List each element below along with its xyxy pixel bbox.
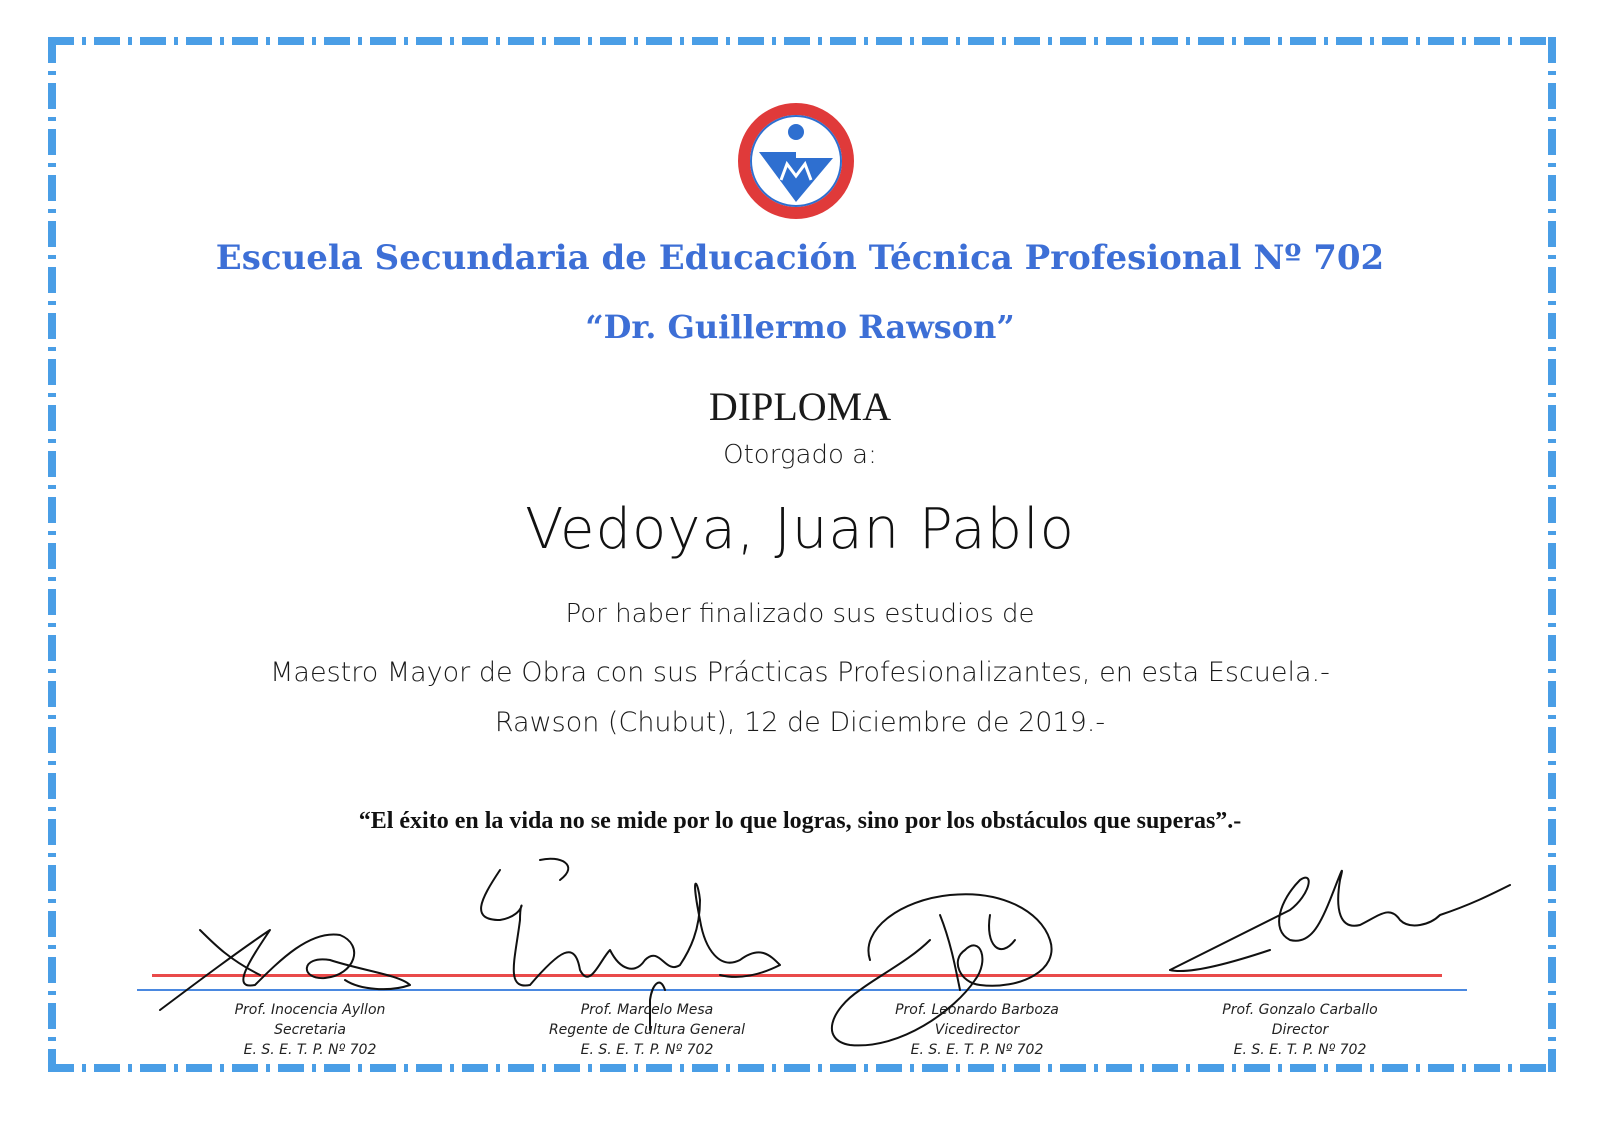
border-top	[48, 37, 1556, 45]
recipient-name: Vedoya, Juan Pablo	[525, 497, 1075, 562]
signatory-block-1	[180, 1000, 440, 1060]
signatory-institution: E. S. E. T. P. Nº 702	[910, 1042, 1044, 1058]
motto-quote: “El éxito en la vida no se mide por lo que logras, sino por los obstáculos que superas”.-	[358, 808, 1242, 834]
signatory-block-4	[1170, 1000, 1430, 1060]
school-name: Escuela Secundaria de Educación Técnica Profesional Nº 702	[215, 238, 1385, 278]
program-text: Maestro Mayor de Obra con sus Prácticas Profesionalizantes, en esta Escuela.-	[270, 657, 1330, 688]
signatory-institution: E. S. E. T. P. Nº 702	[243, 1042, 377, 1058]
signatory-role: Secretaria	[274, 1022, 346, 1038]
signature-rule-blue	[137, 989, 1467, 991]
place-date: Rawson (Chubut), 12 de Diciembre de 2019.-	[494, 707, 1106, 738]
signature-ayllon	[160, 930, 410, 1010]
border-bottom	[48, 1064, 1556, 1072]
signatory-role: Regente de Cultura General	[548, 1022, 746, 1038]
school-patron: “Dr. Guillermo Rawson”	[585, 308, 1015, 346]
awarded-to-label: Otorgado a:	[723, 440, 877, 470]
signature-rule-red	[152, 974, 1442, 977]
border-left	[48, 37, 56, 1072]
signatory-name: Prof. Inocencia Ayllon	[234, 1002, 386, 1018]
signatory-role: Director	[1271, 1022, 1329, 1038]
signatory-block-3	[847, 1000, 1107, 1060]
reason-text: Por haber finalizado sus estudios de	[565, 599, 1035, 629]
border-right	[1548, 37, 1556, 1072]
signature-mesa	[481, 870, 780, 986]
signatory-name: Prof. Gonzalo Carballo	[1222, 1002, 1378, 1018]
document-title: DIPLOMA	[708, 384, 892, 429]
signatory-name: Prof. Marcelo Mesa	[580, 1002, 714, 1018]
signature-carballo	[1170, 871, 1510, 970]
signatory-role: Vicedirector	[934, 1022, 1020, 1038]
school-emblem-icon	[737, 102, 855, 220]
signatory-institution: E. S. E. T. P. Nº 702	[580, 1042, 714, 1058]
signatory-block-2	[517, 1000, 777, 1060]
signatory-institution: E. S. E. T. P. Nº 702	[1233, 1042, 1367, 1058]
signatory-name: Prof. Leonardo Barboza	[895, 1002, 1059, 1018]
